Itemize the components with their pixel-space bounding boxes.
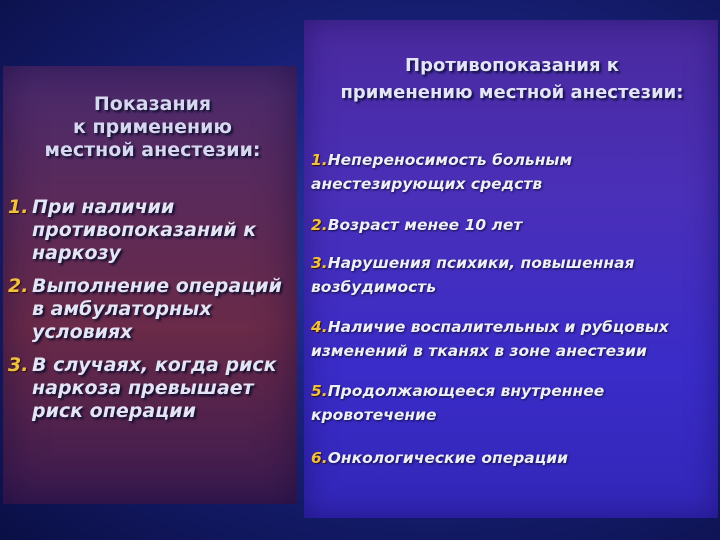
item-text: Нарушения психики, повышенная возбудимость [311, 254, 635, 296]
indication-item [8, 354, 290, 423]
indications-title-line: Показания [93, 93, 212, 115]
item-number: 3. [8, 354, 29, 376]
item-number: 1. [8, 196, 29, 218]
item-number: 5. [311, 382, 328, 400]
contraindication-item [311, 315, 711, 363]
indications-list [8, 196, 290, 433]
item-number: 6. [311, 449, 328, 467]
contraindication-item [311, 213, 711, 237]
contraindications-title [306, 52, 718, 106]
contraindication-item [311, 379, 711, 427]
item-text: Продолжающееся внутреннее кровотечение [311, 382, 605, 424]
contraindication-item [311, 446, 711, 470]
item-number: 3. [311, 254, 328, 272]
item-number: 1. [311, 151, 328, 169]
item-text: Наличие воспалительных и рубцовых изменений в тканях в зоне анестезии [311, 318, 669, 360]
indications-title [30, 93, 275, 162]
indications-title-line: к применению [73, 116, 232, 138]
item-text: Онкологические операции [327, 449, 568, 467]
contraindication-item [311, 251, 711, 299]
item-text: При наличии противопоказаний к наркозу [32, 196, 257, 264]
item-text: Непереносимость больным анестезирующих средств [311, 151, 573, 193]
indication-item [8, 275, 290, 344]
item-number: 2. [8, 275, 29, 297]
item-number: 2. [311, 216, 328, 234]
item-text: Возраст менее 10 лет [327, 216, 523, 234]
item-text: Выполнение операций в амбулаторных условиях [32, 275, 282, 343]
contraindication-item [311, 148, 711, 196]
contraindications-list [311, 148, 711, 487]
item-text: В случаях, когда риск наркоза превышает риск операции [32, 354, 277, 422]
contraindications-title-line: Противопоказания к [405, 55, 619, 76]
indication-item [8, 196, 290, 265]
item-number: 4. [311, 318, 328, 336]
indications-title-line: местной анестезии: [44, 139, 261, 161]
contraindications-title-line: применению местной анестезии: [340, 82, 684, 103]
